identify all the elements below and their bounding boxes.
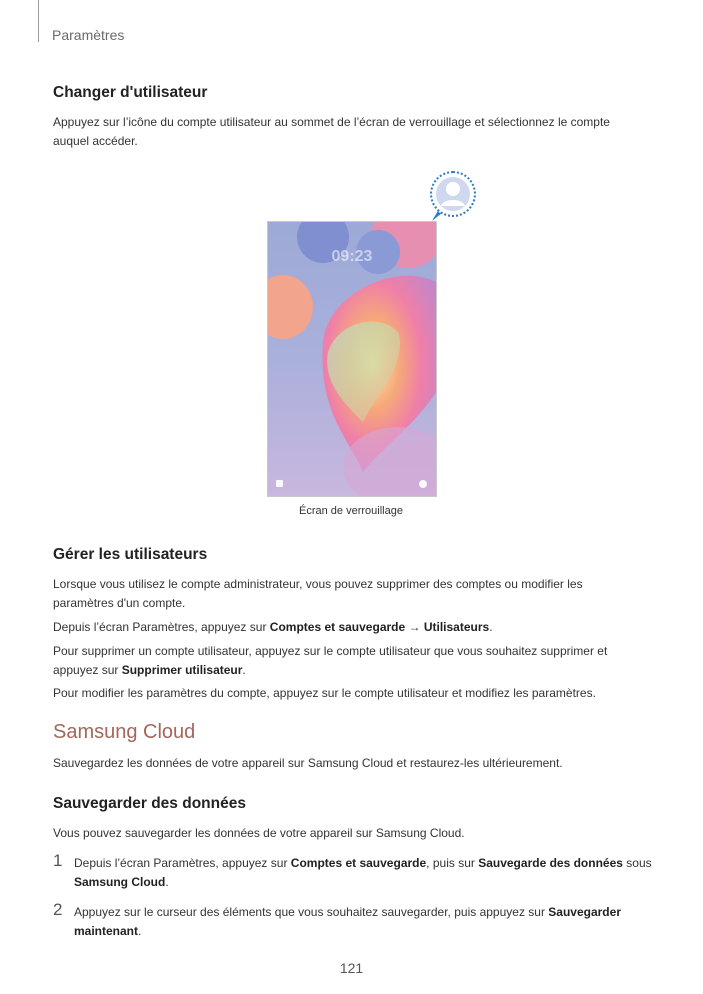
step-1-text: Depuis l’écran Paramètres, appuyez sur Comptes et sauvegarde, puis sur Sauvegarde des données sous Samsung Cloud. [74, 856, 652, 889]
lock-screen-image [267, 221, 437, 497]
paragraph-supprimer: Pour supprimer un compte utilisateur, appuyez sur le compte utilisateur que vous souhaitez supprimer et appuyez sur Supprimer utilisateur. [53, 644, 608, 677]
paragraph-samsung-cloud: Sauvegardez les données de votre appareil sur Samsung Cloud et restaurez-les ultérieurement. [53, 756, 563, 770]
heading-changer-utilisateur: Changer d'utilisateur [53, 84, 208, 101]
page-number: 121 [339, 960, 364, 976]
step-number-1: 1 [53, 851, 63, 870]
paragraph-depuis-ecran: Depuis l’écran Paramètres, appuyez sur Comptes et sauvegarde → Utilisateurs. [53, 620, 493, 634]
header-rule [38, 0, 39, 42]
lock-screen-clock: 09:23 [331, 248, 373, 265]
paragraph-changer-utilisateur: Appuyez sur l’icône du compte utilisateur au sommet de l’écran de verrouillage et sélectionnez le compte auquel accéder. [53, 115, 610, 148]
figure-caption: Écran de verrouillage [299, 505, 403, 517]
user-account-icon [430, 171, 476, 217]
step-2-text: Appuyez sur le curseur des éléments que vous souhaitez sauvegarder, puis appuyez sur Sauvegarder maintenant. [74, 905, 621, 938]
paragraph-modifier: Pour modifier les paramètres du compte, appuyez sur le compte utilisateur et modifiez les paramètres. [53, 686, 596, 700]
heading-gerer-utilisateurs: Gérer les utilisateurs [53, 546, 208, 563]
step-number-2: 2 [53, 900, 63, 919]
paragraph-admin: Lorsque vous utilisez le compte administrateur, vous pouvez supprimer des comptes ou modifier les paramètres d'un compte. [53, 577, 583, 610]
heading-samsung-cloud: Samsung Cloud [53, 721, 196, 743]
paragraph-sauvegarder: Vous pouvez sauvegarder les données de votre appareil sur Samsung Cloud. [53, 826, 465, 840]
section-header: Paramètres [52, 27, 125, 43]
lock-screen-shortcut-icon [276, 480, 283, 487]
heading-sauvegarder: Sauvegarder des données [53, 795, 246, 812]
user-avatar-icon [432, 173, 474, 215]
lock-screen-camera-icon [419, 480, 427, 488]
